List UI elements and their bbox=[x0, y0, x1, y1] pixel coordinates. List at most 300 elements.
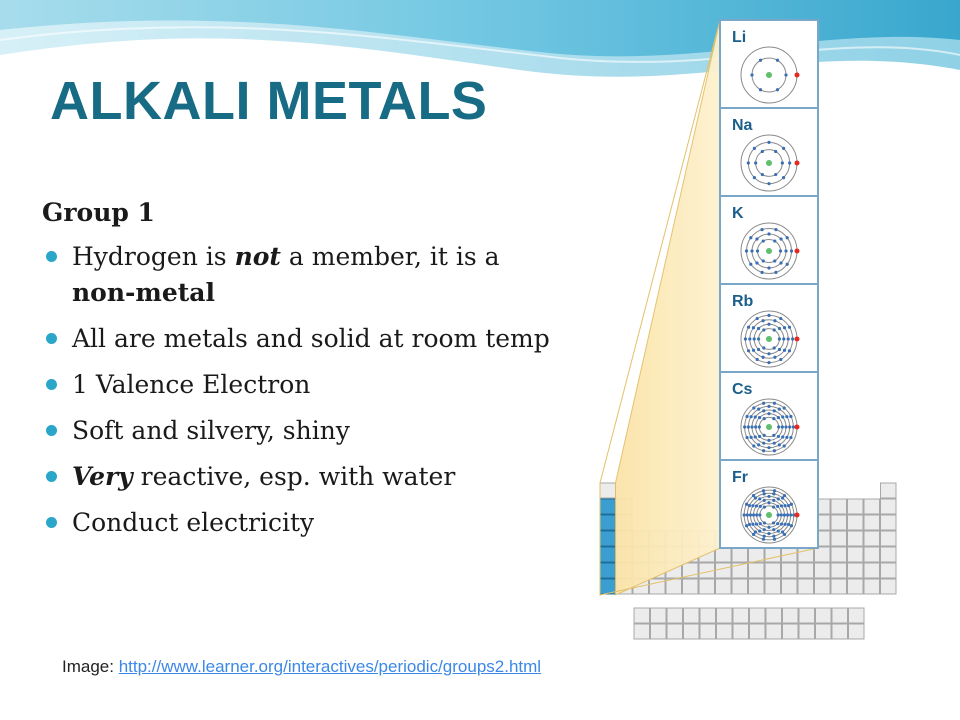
table-cell bbox=[848, 515, 864, 530]
bullet-text: Soft and silvery, shiny bbox=[72, 416, 350, 445]
table-cell bbox=[750, 608, 766, 623]
table-cell bbox=[832, 608, 848, 623]
bullet-dot-icon bbox=[46, 251, 57, 262]
electron bbox=[783, 494, 786, 497]
electron bbox=[752, 494, 755, 497]
alkali-metals-periodic-figure bbox=[596, 10, 906, 650]
electron bbox=[787, 337, 790, 340]
table-cell bbox=[848, 547, 864, 562]
electron bbox=[750, 249, 753, 252]
electron bbox=[788, 349, 791, 352]
table-cell bbox=[783, 624, 799, 639]
electron bbox=[779, 249, 782, 252]
table-cell bbox=[666, 579, 682, 594]
electron bbox=[750, 73, 753, 76]
electron bbox=[753, 147, 756, 150]
electron bbox=[783, 349, 786, 352]
bullet-dot-icon bbox=[46, 517, 57, 528]
electron bbox=[776, 505, 779, 508]
table-cell bbox=[881, 483, 897, 498]
electron bbox=[767, 232, 770, 235]
electron bbox=[749, 263, 752, 266]
table-cell bbox=[733, 608, 749, 623]
electron bbox=[778, 408, 781, 411]
electron bbox=[767, 532, 770, 535]
electron bbox=[763, 528, 766, 531]
electron bbox=[748, 504, 751, 507]
valence-electron bbox=[795, 425, 800, 430]
electron bbox=[749, 236, 752, 239]
electron bbox=[776, 59, 779, 62]
electron bbox=[772, 528, 775, 531]
slide-content bbox=[42, 198, 562, 551]
table-cell bbox=[732, 547, 748, 562]
electron bbox=[746, 513, 749, 516]
electron bbox=[757, 327, 760, 330]
group-heading: Group 1 bbox=[42, 198, 155, 227]
electron bbox=[773, 259, 776, 262]
bullet-item bbox=[42, 459, 562, 495]
electron bbox=[744, 337, 747, 340]
electron bbox=[759, 522, 762, 525]
table-cell bbox=[783, 608, 799, 623]
table-cell bbox=[864, 579, 880, 594]
electron bbox=[745, 415, 748, 418]
valence-electron bbox=[795, 249, 800, 254]
electron bbox=[745, 524, 748, 527]
table-cell bbox=[849, 608, 865, 623]
electron bbox=[748, 523, 751, 526]
alkali-cell bbox=[600, 563, 616, 578]
electron bbox=[786, 236, 789, 239]
table-cell bbox=[667, 624, 683, 639]
table-cell bbox=[816, 608, 832, 623]
electron bbox=[752, 444, 755, 447]
electron bbox=[783, 533, 786, 536]
table-cell bbox=[849, 624, 865, 639]
table-cell bbox=[634, 624, 650, 639]
electron bbox=[773, 489, 776, 492]
electron bbox=[747, 425, 750, 428]
electron bbox=[755, 513, 758, 516]
bullet-text: All are metals and solid at room temp bbox=[72, 324, 550, 353]
electron bbox=[754, 415, 757, 418]
electron bbox=[780, 513, 783, 516]
electron bbox=[773, 319, 776, 322]
table-cell bbox=[600, 483, 616, 498]
bullet-item bbox=[42, 321, 562, 357]
table-cell bbox=[651, 624, 667, 639]
electron bbox=[755, 261, 758, 264]
electron bbox=[773, 239, 776, 242]
electron bbox=[755, 522, 758, 525]
table-cell bbox=[651, 608, 667, 623]
electron bbox=[762, 538, 765, 541]
table-cell bbox=[716, 563, 732, 578]
electron bbox=[751, 504, 754, 507]
element-symbol: Cs bbox=[732, 381, 753, 398]
electron bbox=[783, 523, 786, 526]
bullet-text: non-metal bbox=[72, 278, 216, 307]
electron bbox=[777, 425, 780, 428]
electron bbox=[782, 176, 785, 179]
electron bbox=[789, 415, 792, 418]
electron bbox=[789, 513, 792, 516]
table-cell bbox=[848, 499, 864, 514]
electron bbox=[767, 182, 770, 185]
table-cell bbox=[699, 579, 715, 594]
table-cell bbox=[881, 547, 897, 562]
electron bbox=[790, 249, 793, 252]
electron bbox=[779, 237, 782, 240]
table-cell bbox=[749, 563, 765, 578]
electron bbox=[774, 271, 777, 274]
electron bbox=[747, 349, 750, 352]
electron bbox=[756, 317, 759, 320]
electron bbox=[785, 436, 788, 439]
nucleus bbox=[766, 336, 772, 342]
electron bbox=[791, 337, 794, 340]
electron bbox=[772, 434, 775, 437]
electron bbox=[752, 406, 755, 409]
electron bbox=[767, 266, 770, 269]
electron bbox=[778, 348, 781, 351]
electron bbox=[745, 436, 748, 439]
valence-electron bbox=[795, 337, 800, 342]
electron bbox=[762, 259, 765, 262]
table-cell bbox=[750, 624, 766, 639]
bullet-item bbox=[42, 367, 562, 403]
electron bbox=[787, 523, 790, 526]
electron bbox=[767, 405, 770, 408]
electron bbox=[747, 161, 750, 164]
electron bbox=[790, 503, 793, 506]
electron bbox=[758, 425, 761, 428]
zoom-beam bbox=[616, 20, 721, 595]
electron bbox=[762, 409, 765, 412]
electron bbox=[753, 337, 756, 340]
table-cell bbox=[831, 499, 847, 514]
electron bbox=[760, 271, 763, 274]
electron bbox=[762, 328, 765, 331]
nucleus bbox=[766, 248, 772, 254]
electron bbox=[751, 523, 754, 526]
electron bbox=[778, 443, 781, 446]
table-cell bbox=[766, 608, 782, 623]
electron bbox=[752, 349, 755, 352]
electron bbox=[780, 522, 783, 525]
electron bbox=[789, 436, 792, 439]
table-cell bbox=[831, 515, 847, 530]
electron bbox=[777, 497, 780, 500]
electron bbox=[754, 425, 757, 428]
electron bbox=[763, 505, 766, 508]
electron bbox=[781, 425, 784, 428]
electron bbox=[759, 59, 762, 62]
electron bbox=[782, 147, 785, 150]
electron bbox=[779, 317, 782, 320]
bullet-dot-icon bbox=[46, 333, 57, 344]
electron bbox=[777, 435, 780, 438]
electron bbox=[772, 499, 775, 502]
bullet-dot-icon bbox=[46, 425, 57, 436]
electron bbox=[758, 497, 761, 500]
electron bbox=[743, 513, 746, 516]
bullet-list bbox=[42, 239, 562, 541]
electron bbox=[750, 425, 753, 428]
nucleus bbox=[766, 424, 772, 430]
table-cell bbox=[831, 563, 847, 578]
valence-electron bbox=[795, 161, 800, 166]
table-cell bbox=[864, 499, 880, 514]
image-caption bbox=[62, 657, 541, 677]
electron bbox=[777, 529, 780, 532]
electron bbox=[772, 521, 775, 524]
table-cell bbox=[798, 579, 814, 594]
electron bbox=[763, 535, 766, 538]
table-cell bbox=[683, 579, 699, 594]
electron bbox=[783, 513, 786, 516]
electron bbox=[777, 513, 780, 516]
electron bbox=[785, 415, 788, 418]
element-symbol: K bbox=[732, 205, 744, 222]
table-cell bbox=[864, 547, 880, 562]
table-cell bbox=[799, 608, 815, 623]
table-cell bbox=[716, 579, 732, 594]
bullet-text: reactive, esp. with water bbox=[132, 462, 456, 491]
table-cell bbox=[815, 563, 831, 578]
electron bbox=[767, 501, 770, 504]
nucleus bbox=[766, 160, 772, 166]
electron bbox=[762, 239, 765, 242]
table-cell bbox=[700, 608, 716, 623]
valence-electron bbox=[795, 513, 800, 518]
electron bbox=[758, 529, 761, 532]
electron bbox=[759, 505, 762, 508]
bullet-item bbox=[42, 505, 562, 541]
electron bbox=[767, 439, 770, 442]
table-cell bbox=[634, 608, 650, 623]
electron bbox=[763, 499, 766, 502]
electron bbox=[757, 348, 760, 351]
electron bbox=[763, 521, 766, 524]
caption-prefix: Image: bbox=[62, 657, 119, 676]
bullet-text: a member, it is a bbox=[280, 242, 500, 271]
electron bbox=[767, 526, 770, 529]
electron bbox=[772, 505, 775, 508]
electron bbox=[767, 352, 770, 355]
table-cell bbox=[667, 608, 683, 623]
table-cell bbox=[881, 515, 897, 530]
electron bbox=[784, 73, 787, 76]
table-cell bbox=[864, 563, 880, 578]
table-cell bbox=[864, 515, 880, 530]
electron bbox=[784, 249, 787, 252]
table-cell bbox=[881, 579, 897, 594]
electron bbox=[745, 249, 748, 252]
bullet-text: Conduct electricity bbox=[72, 508, 315, 537]
bullet-dot-icon bbox=[46, 379, 57, 390]
electron bbox=[779, 261, 782, 264]
electron bbox=[773, 449, 776, 452]
electron bbox=[761, 173, 764, 176]
electron bbox=[773, 442, 776, 445]
electron bbox=[754, 435, 757, 438]
element-symbol: Na bbox=[732, 117, 753, 134]
electron bbox=[773, 402, 776, 405]
electron bbox=[767, 141, 770, 144]
electron bbox=[767, 361, 770, 364]
table-cell bbox=[848, 531, 864, 546]
electron bbox=[778, 327, 781, 330]
electron bbox=[755, 504, 758, 507]
table-cell bbox=[881, 531, 897, 546]
table-cell bbox=[831, 531, 847, 546]
electron bbox=[776, 522, 779, 525]
table-cell bbox=[816, 624, 832, 639]
bullet-item bbox=[42, 239, 562, 311]
electron bbox=[773, 356, 776, 359]
nucleus bbox=[766, 72, 772, 78]
slide-title: ALKALI METALS bbox=[50, 71, 488, 131]
electron bbox=[788, 425, 791, 428]
table-cell bbox=[717, 608, 733, 623]
table-cell bbox=[798, 563, 814, 578]
table-cell bbox=[700, 624, 716, 639]
electron bbox=[759, 88, 762, 91]
electron bbox=[777, 416, 780, 419]
electron bbox=[760, 228, 763, 231]
electron bbox=[787, 504, 790, 507]
electron bbox=[761, 356, 764, 359]
bullet-text: 1 Valence Electron bbox=[72, 370, 311, 399]
electron bbox=[761, 319, 764, 322]
electron bbox=[762, 346, 765, 349]
electron bbox=[788, 326, 791, 329]
electron bbox=[773, 409, 776, 412]
electron bbox=[747, 326, 750, 329]
electron bbox=[762, 442, 765, 445]
table-cell bbox=[881, 563, 897, 578]
electron bbox=[788, 161, 791, 164]
table-cell bbox=[848, 579, 864, 594]
table-cell bbox=[815, 547, 831, 562]
electron bbox=[755, 237, 758, 240]
electron bbox=[758, 513, 761, 516]
table-cell bbox=[848, 563, 864, 578]
table-cell bbox=[684, 624, 700, 639]
alkali-cell bbox=[600, 499, 616, 514]
electron bbox=[774, 173, 777, 176]
electron bbox=[743, 425, 746, 428]
table-cell bbox=[864, 531, 880, 546]
electron bbox=[783, 406, 786, 409]
table-cell bbox=[749, 579, 765, 594]
electron bbox=[750, 436, 753, 439]
alkali-cell bbox=[600, 531, 616, 546]
valence-electron bbox=[795, 73, 800, 78]
electron bbox=[756, 249, 759, 252]
table-cell bbox=[766, 624, 782, 639]
electron bbox=[750, 415, 753, 418]
table-cell bbox=[831, 547, 847, 562]
electron bbox=[792, 425, 795, 428]
element-symbol: Fr bbox=[732, 469, 748, 486]
electron bbox=[758, 435, 761, 438]
table-cell bbox=[815, 579, 831, 594]
bullet-text: Hydrogen is bbox=[72, 242, 235, 271]
table-cell bbox=[717, 624, 733, 639]
electron bbox=[781, 161, 784, 164]
electron bbox=[773, 346, 776, 349]
electron bbox=[745, 503, 748, 506]
electron bbox=[753, 176, 756, 179]
element-symbol: Rb bbox=[732, 293, 754, 310]
electron bbox=[767, 314, 770, 317]
electron bbox=[784, 425, 787, 428]
table-cell bbox=[733, 624, 749, 639]
electron bbox=[767, 412, 770, 415]
electron bbox=[780, 504, 783, 507]
electron bbox=[773, 538, 776, 541]
table-cell bbox=[765, 547, 781, 562]
electron bbox=[786, 263, 789, 266]
electron bbox=[779, 358, 782, 361]
table-cell bbox=[684, 608, 700, 623]
bullet-text: Very bbox=[72, 462, 133, 491]
electron bbox=[748, 337, 751, 340]
table-cell bbox=[782, 563, 798, 578]
electron bbox=[790, 524, 793, 527]
electron bbox=[782, 337, 785, 340]
electron bbox=[757, 337, 760, 340]
electron bbox=[754, 161, 757, 164]
electron bbox=[773, 328, 776, 331]
electron bbox=[763, 434, 766, 437]
electron bbox=[757, 443, 760, 446]
electron bbox=[774, 228, 777, 231]
electron bbox=[749, 513, 752, 516]
bullet-text: not bbox=[234, 242, 281, 271]
bullet-dot-icon bbox=[46, 471, 57, 482]
electron bbox=[776, 88, 779, 91]
electron bbox=[772, 535, 775, 538]
electron bbox=[752, 513, 755, 516]
electron bbox=[767, 323, 770, 326]
electron bbox=[762, 489, 765, 492]
alkali-cell bbox=[600, 515, 616, 530]
table-cell bbox=[881, 499, 897, 514]
electron bbox=[774, 150, 777, 153]
electron bbox=[758, 416, 761, 419]
source-link[interactable]: http://www.learner.org/interactives/periodic/groups2.html bbox=[118, 657, 542, 676]
nucleus bbox=[766, 512, 772, 518]
table-cell bbox=[765, 579, 781, 594]
electron bbox=[783, 326, 786, 329]
electron bbox=[783, 444, 786, 447]
alkali-cell bbox=[600, 547, 616, 562]
table-cell bbox=[765, 563, 781, 578]
electron bbox=[757, 408, 760, 411]
electron bbox=[761, 150, 764, 153]
bullet-item bbox=[42, 413, 562, 449]
electron bbox=[763, 492, 766, 495]
electron bbox=[778, 337, 781, 340]
electron bbox=[786, 513, 789, 516]
electron bbox=[756, 358, 759, 361]
electron bbox=[763, 417, 766, 420]
electron bbox=[762, 449, 765, 452]
